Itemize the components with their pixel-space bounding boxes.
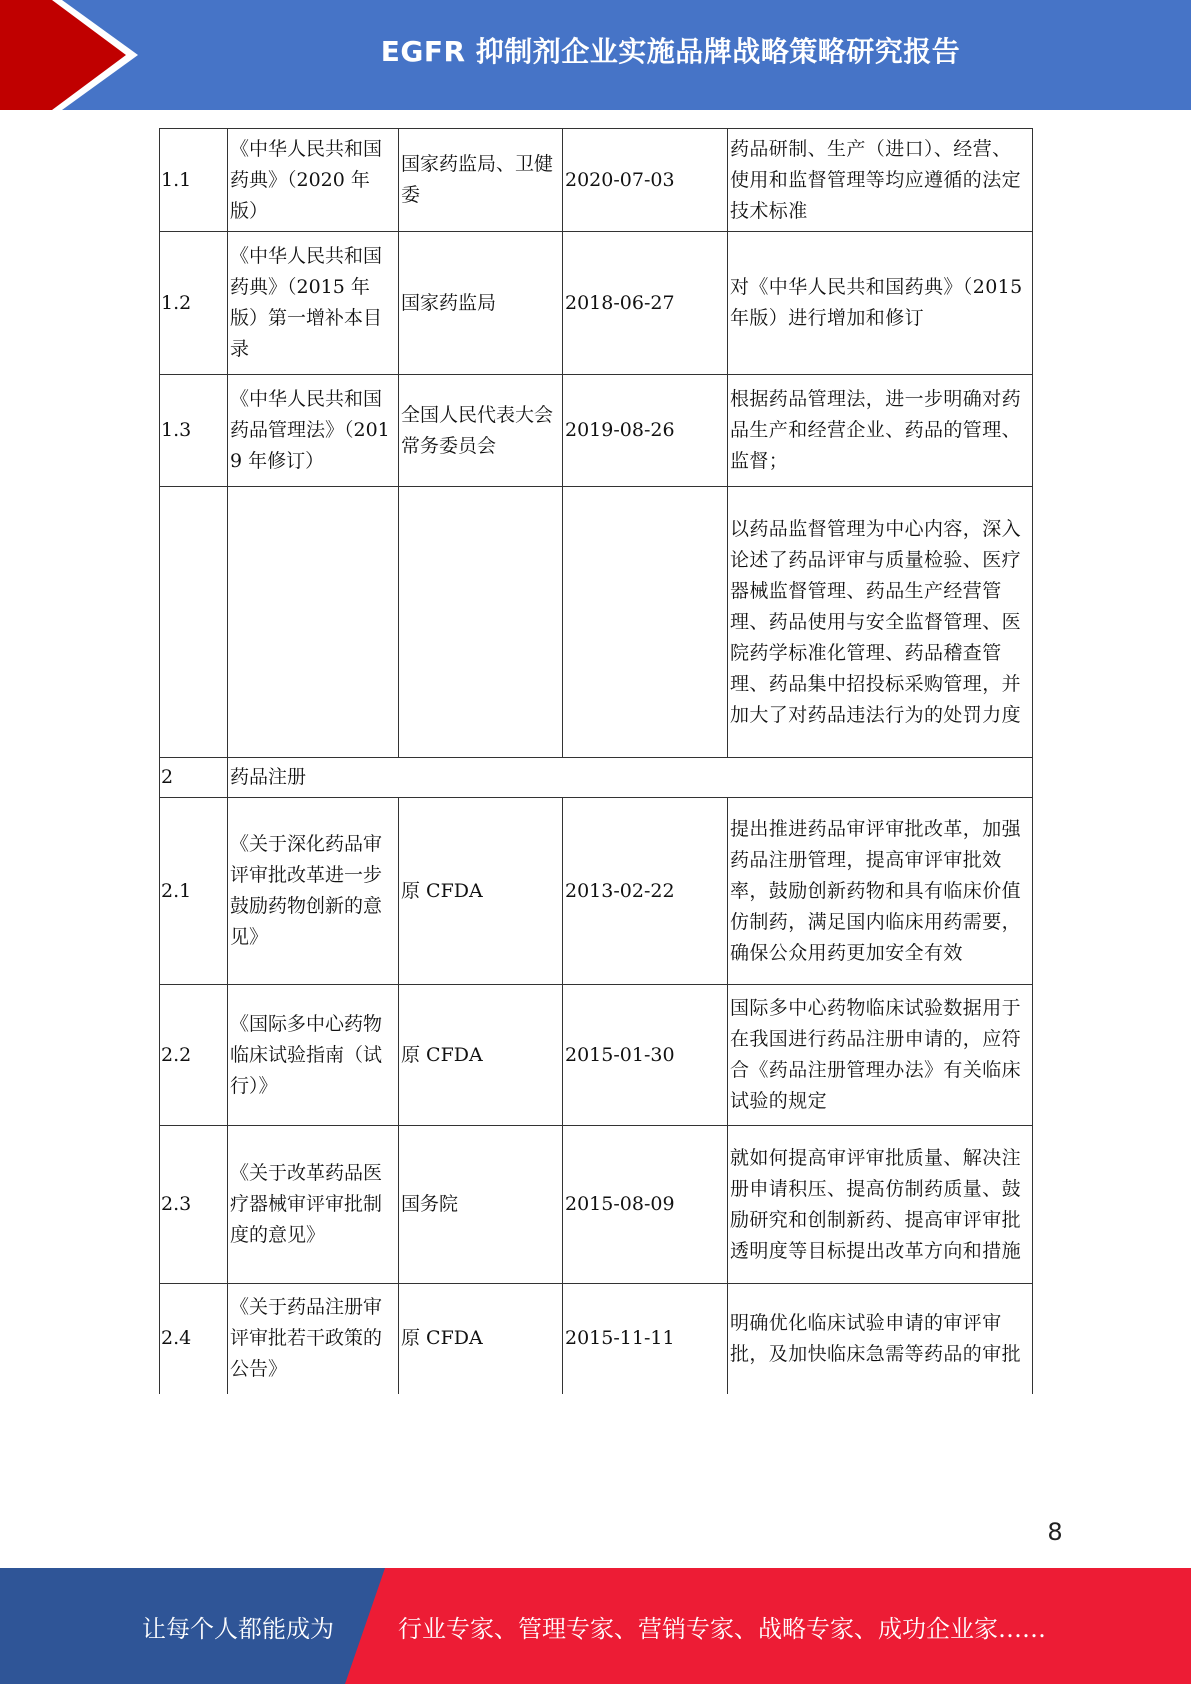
row-number: 1.1 xyxy=(160,129,228,232)
issuing-authority: 国务院 xyxy=(399,1126,563,1284)
issue-date: 2015-01-30 xyxy=(563,985,728,1126)
table-row xyxy=(160,487,1033,758)
issue-date: 2013-02-22 xyxy=(563,798,728,985)
regulation-name: 《关于深化药品审评审批改革进一步鼓励药物创新的意见》 xyxy=(228,798,399,985)
row-number: 2.1 xyxy=(160,798,228,985)
issue-date: 2015-11-11 xyxy=(563,1284,728,1394)
footer-slogan-left: 让每个人都能成为 xyxy=(142,1614,334,1643)
regulation-name: 《中华人民共和国药典》（2015 年版）第一增补本目录 xyxy=(228,232,399,375)
issue-date: 2018-06-27 xyxy=(563,232,728,375)
regulation-description: 以药品监督管理为中心内容，深入论述了药品评审与质量检验、医疗器械监督管理、药品生产经营管理、药品使用与安全监督管理、医院药学标准化管理、药品稽查管理、药品集中招投标采购管理，并加大了对药品违法行为的处罚力度 xyxy=(728,487,1033,758)
issuing-authority: 原 CFDA xyxy=(399,985,563,1126)
report-header xyxy=(0,0,1191,110)
issuing-authority: 国家药监局 xyxy=(399,232,563,375)
regulations-table xyxy=(159,128,1033,1394)
issue-date: 2015-08-09 xyxy=(563,1126,728,1284)
row-number: 2.2 xyxy=(160,985,228,1126)
issuing-authority: 国家药监局、卫健委 xyxy=(399,129,563,232)
regulation-description: 国际多中心药物临床试验数据用于在我国进行药品注册申请的，应符合《药品注册管理办法》有关临床试验的规定 xyxy=(728,985,1033,1126)
table-row xyxy=(160,1284,1033,1394)
table-row xyxy=(160,129,1033,232)
regulation-name: 《关于改革药品医疗器械审评审批制度的意见》 xyxy=(228,1126,399,1284)
regulation-description: 对《中华人民共和国药典》（2015 年版）进行增加和修订 xyxy=(728,232,1033,375)
report-title: EGFR 抑制剂企业实施品牌战略策略研究报告 xyxy=(380,35,961,68)
issuing-authority xyxy=(399,487,563,758)
section-title: 药品注册 xyxy=(228,758,1033,798)
regulation-name xyxy=(228,487,399,758)
row-number: 1.3 xyxy=(160,375,228,487)
row-number xyxy=(160,487,228,758)
regulation-name: 《关于药品注册审评审批若干政策的公告》 xyxy=(228,1284,399,1394)
page-number: 8 xyxy=(1047,1518,1063,1546)
table-row xyxy=(160,1126,1033,1284)
regulation-description: 就如何提高审评审批质量、解决注册申请积压、提高仿制药质量、鼓励研究和创制新药、提高审评审批透明度等目标提出改革方向和措施 xyxy=(728,1126,1033,1284)
table-row xyxy=(160,985,1033,1126)
regulation-description: 明确优化临床试验申请的审评审批，及加快临床急需等药品的审批 xyxy=(728,1284,1033,1394)
table-row xyxy=(160,798,1033,985)
regulation-name: 《中华人民共和国药品管理法》（2019 年修订） xyxy=(228,375,399,487)
regulation-name: 《国际多中心药物临床试验指南（试行）》 xyxy=(228,985,399,1126)
issuing-authority: 原 CFDA xyxy=(399,1284,563,1394)
issue-date: 2020-07-03 xyxy=(563,129,728,232)
row-number: 2.4 xyxy=(160,1284,228,1394)
report-footer xyxy=(0,1568,1191,1684)
issue-date: 2019-08-26 xyxy=(563,375,728,487)
issuing-authority: 全国人民代表大会常务委员会 xyxy=(399,375,563,487)
regulation-name: 《中华人民共和国药典》（2020 年版） xyxy=(228,129,399,232)
regulation-description: 提出推进药品审评审批改革，加强药品注册管理，提高审评审批效率，鼓励创新药物和具有临床价值仿制药，满足国内临床用药需要，确保公众用药更加安全有效 xyxy=(728,798,1033,985)
section-row xyxy=(160,758,1033,798)
issue-date xyxy=(563,487,728,758)
table-row xyxy=(160,232,1033,375)
regulation-description: 根据药品管理法，进一步明确对药品生产和经营企业、药品的管理、监督； xyxy=(728,375,1033,487)
row-number: 1.2 xyxy=(160,232,228,375)
table-row xyxy=(160,375,1033,487)
section-number: 2 xyxy=(160,758,228,798)
row-number: 2.3 xyxy=(160,1126,228,1284)
regulation-description: 药品研制、生产（进口）、经营、使用和监督管理等均应遵循的法定技术标准 xyxy=(728,129,1033,232)
issuing-authority: 原 CFDA xyxy=(399,798,563,985)
footer-slogan-right: 行业专家、管理专家、营销专家、战略专家、成功企业家…… xyxy=(398,1614,1046,1643)
